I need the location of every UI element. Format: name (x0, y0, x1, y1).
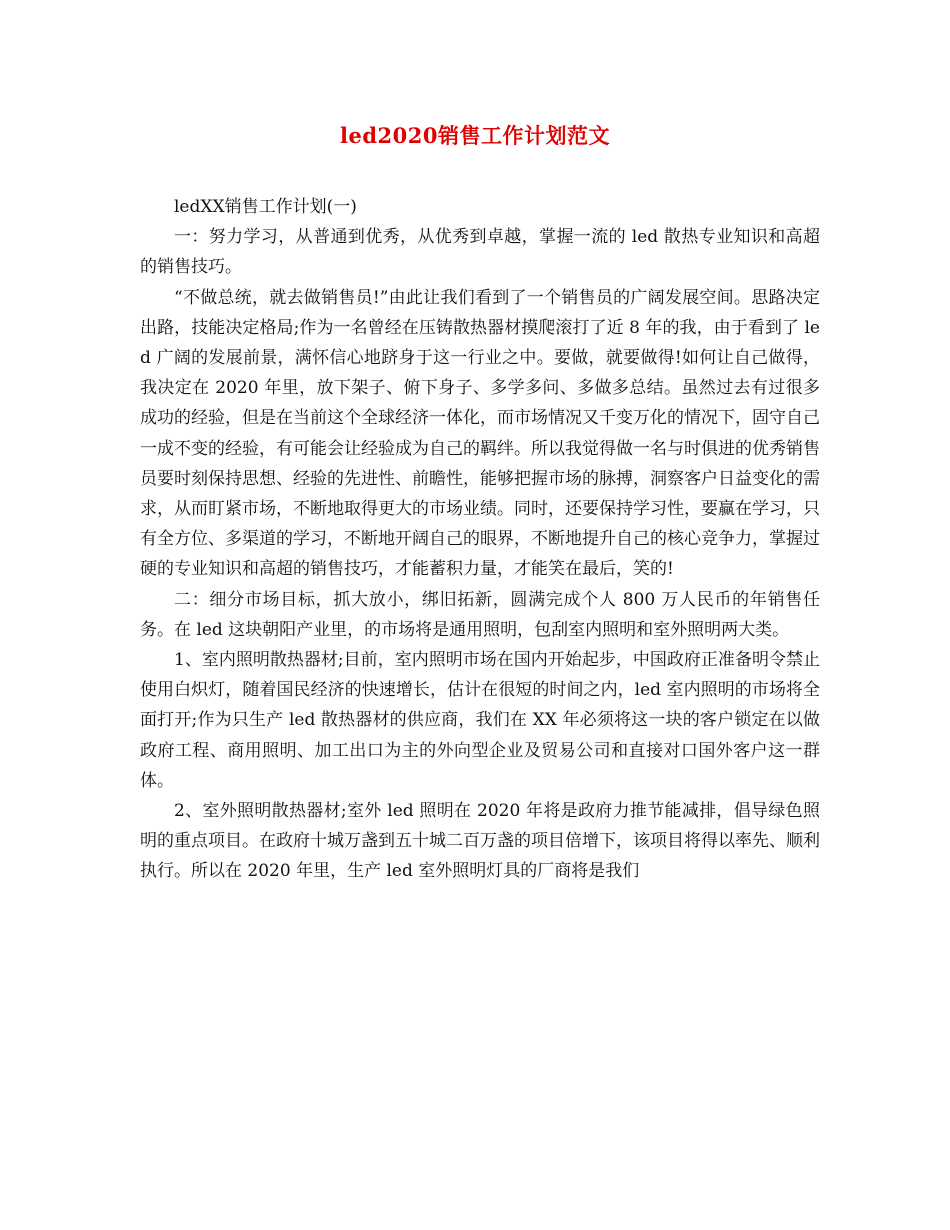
paragraph-2: “不做总统，就去做销售员!”由此让我们看到了一个销售员的广阔发展空间。思路决定出路，技能决定格局;作为一名曾经在压铸散热器材摸爬滚打了近 8 年的我，由于看到了 led 广阔的发展前景，满怀信心地跻身于这一行业之中。要做，就要做得!如何让自己做得，我决定在 2020 年里，放下架子、俯下身子、多学多问、多做多总结。虽然过去有过很多成功的经验，但是在当前这个全球经济一体化，而市场情况又千变万化的情况下，固守自己一成不变的经验，有可能会让经验成为自己的羁绊。所以我觉得做一名与时俱进的优秀销售员要时刻保持思想、经验的先进性、前瞻性，能够把握市场的脉搏，洞察客户日益变化的需求，从而盯紧市场，不断地取得更大的市场业绩。同时，还要保持学习性，要赢在学习，只有全方位、多渠道的学习，不断地开阔自己的眼界，不断地提升自己的核心竞争力，掌握过硬的专业知识和高超的销售技巧，才能蓄积力量，才能笑在最后，笑的! (140, 287, 820, 580)
paragraph-heading: ledXX销售工作计划(一) (174, 197, 357, 217)
paragraph-5: 2、室外照明散热器材;室外 led 照明在 2020 年将是政府力推节能减排，倡导绿色照明的重点项目。在政府十城万盏到五十城二百万盏的项目倍增下，该项目将得以率先、顺利执行。所以在 2020 年里，生产 led 室外照明灯具的厂商将是我们 (140, 801, 820, 882)
document-title: led2020销售工作计划范文 (340, 123, 610, 148)
paragraph-4: 1、室内照明散热器材;目前，室内照明市场在国内开始起步，中国政府正准备明令禁止使用白炽灯，随着国民经济的快速增长，估计在很短的时间之内，led 室内照明的市场将全面打开;作为只生产 led 散热器材的供应商，我们在 XX 年必须将这一块的客户锁定在以做政府工程、商用照明、加工出口为主的外向型企业及贸易公司和直接对口国外客户这一群体。 (140, 650, 820, 791)
paragraph-1: 一：努力学习，从普通到优秀，从优秀到卓越，掌握一流的 led 散热专业知识和高超的销售技巧。 (140, 227, 820, 278)
document-body (140, 192, 820, 887)
paragraph-3: 二：细分市场目标，抓大放小，绑旧拓新，圆满完成个人 800 万人民币的年销售任务。在 led 这块朝阳产业里，的市场将是通用照明，包刮室内照明和室外照明两大类。 (140, 589, 820, 640)
